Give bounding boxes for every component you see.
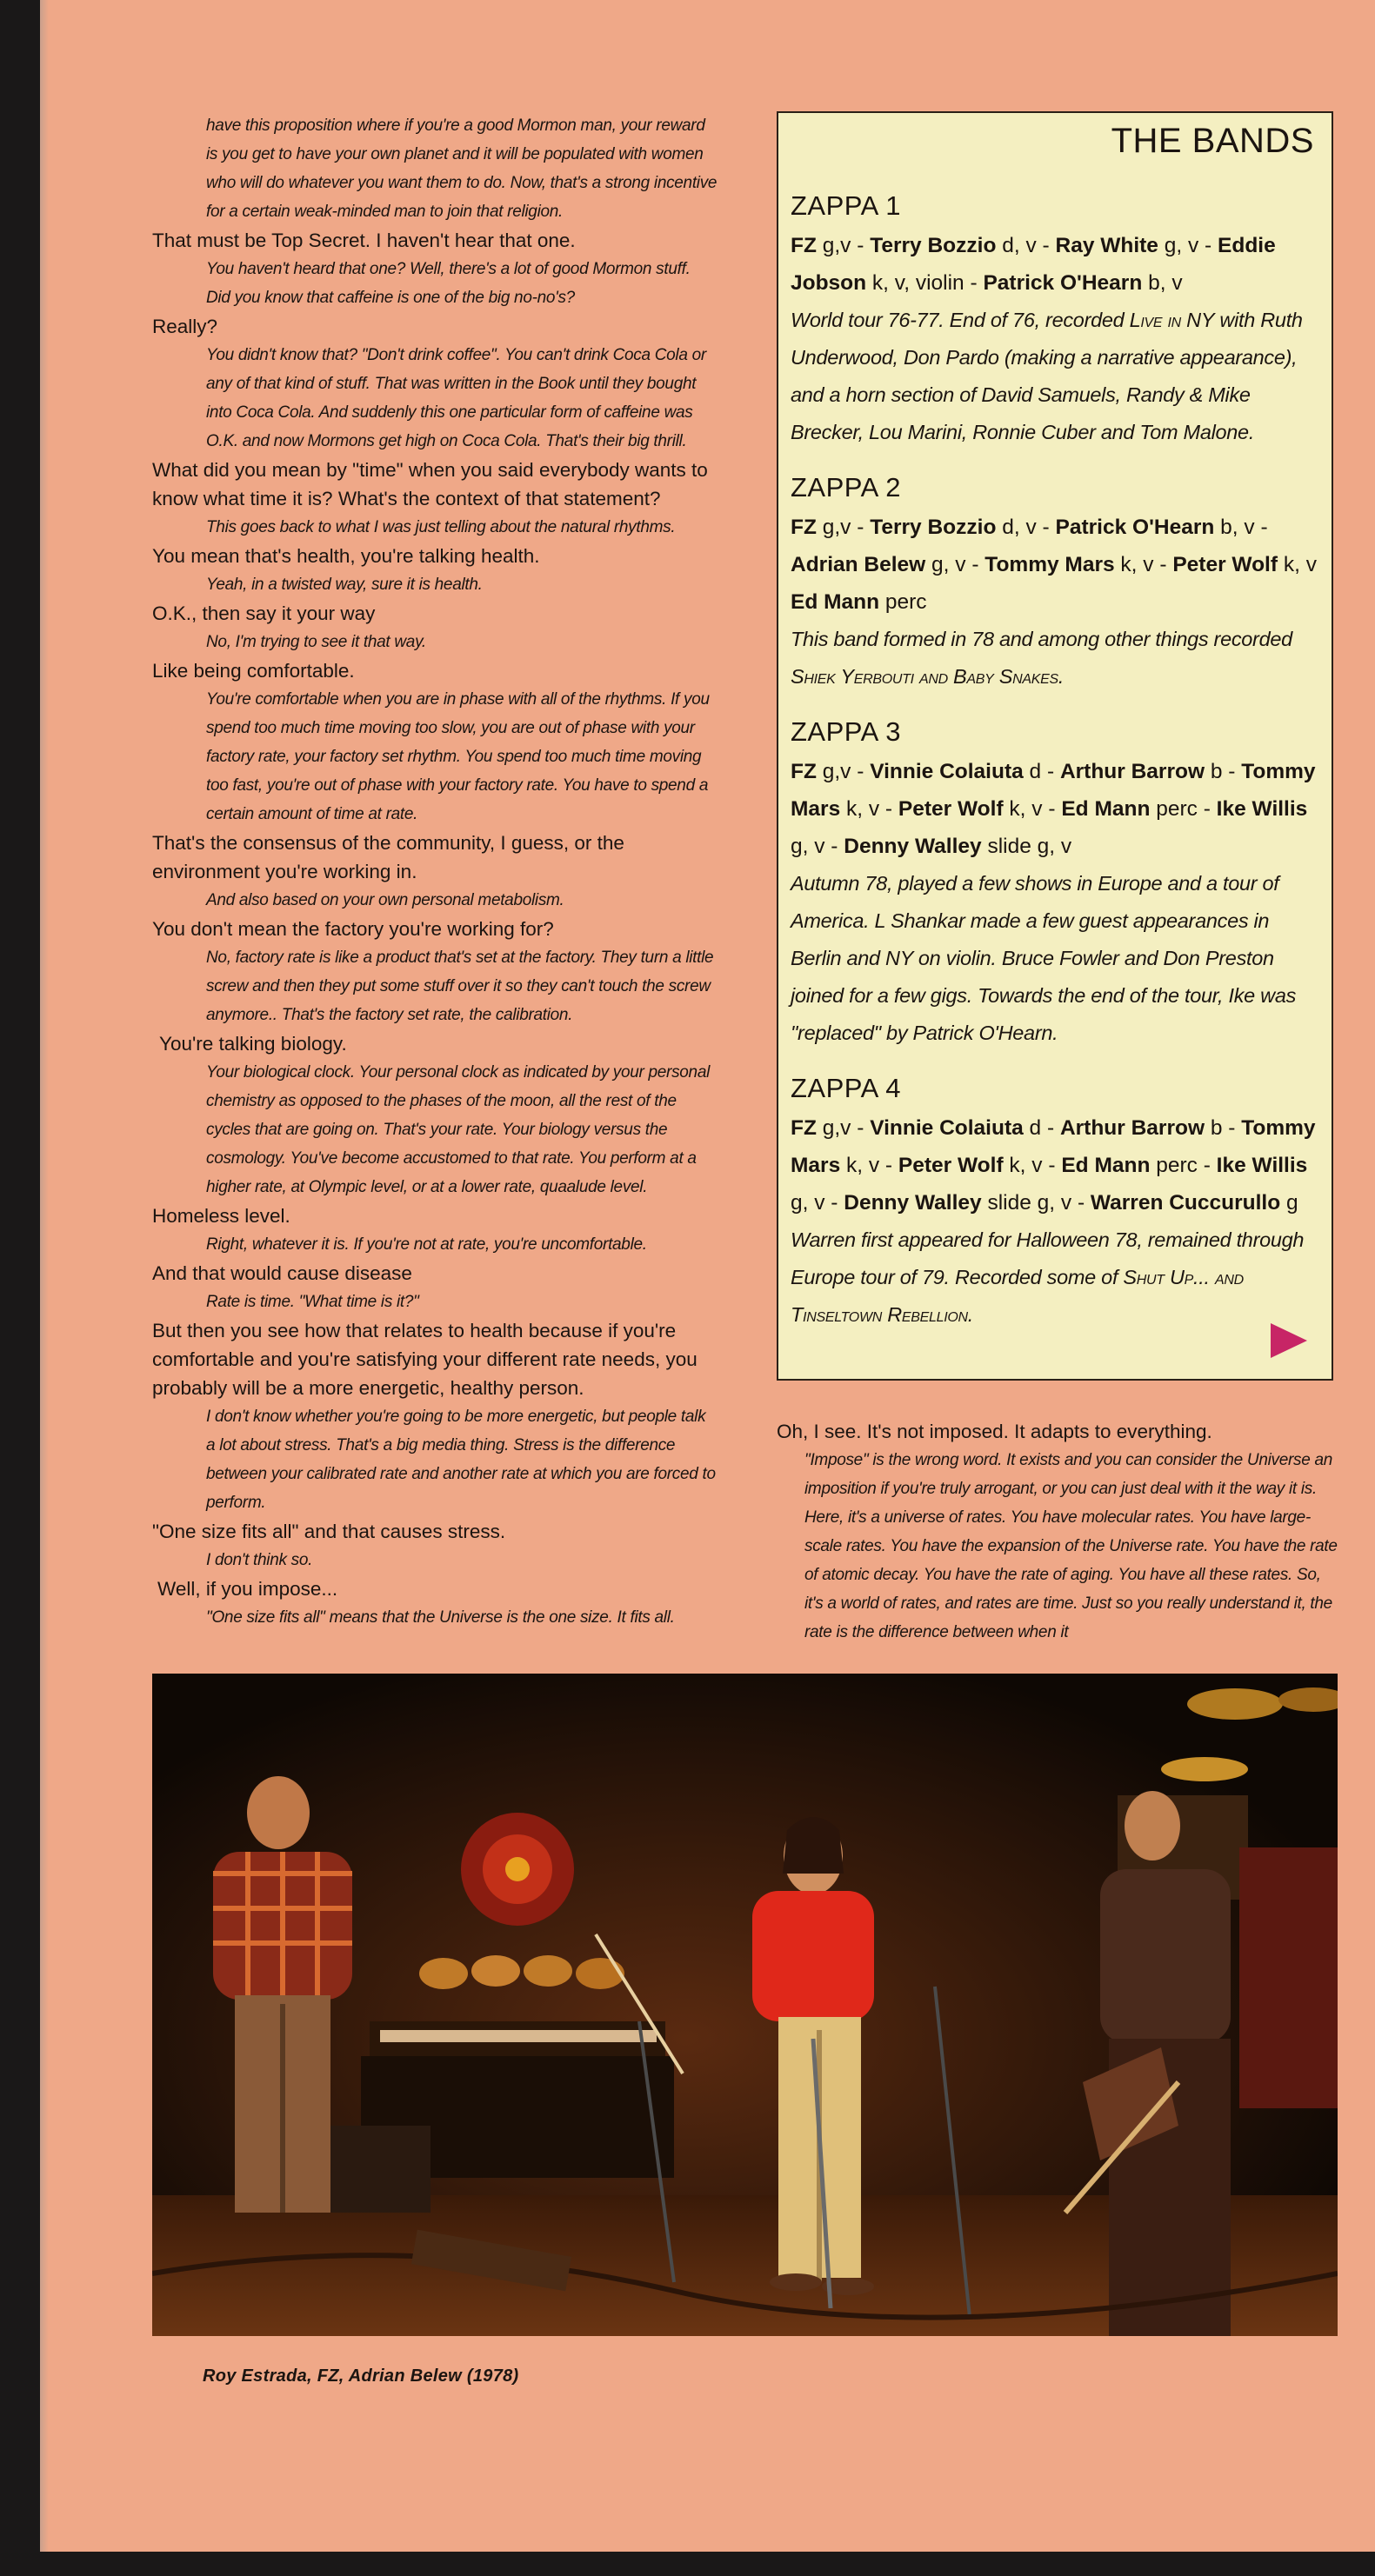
- page-edge: [40, 0, 49, 2576]
- band-entry: [791, 472, 1321, 696]
- member-name: Denny Walley: [844, 835, 982, 858]
- member-name: Warren Cuccurullo: [1090, 1191, 1281, 1215]
- page-bottom-edge: [0, 2552, 1375, 2576]
- band-description: [791, 865, 1321, 1052]
- interview-question: That's the consensus of the community, I guess, or the environment you're working in.: [152, 832, 624, 882]
- band-description: [791, 1221, 1321, 1334]
- interview-question: You mean that's health, you're talking health.: [152, 545, 540, 567]
- interview-answer: No, I'm trying to see it that way.: [206, 633, 426, 651]
- interview-answer: Your biological clock. Your personal clock as indicated by your personal chemistry as opposed to the phases of the moon, all the rest of the cycles that are going on. That's your rate. Your biology versus the cosmology. You've become accustomed to that rate. You perform at a higher rate, at Olympic level, or at a lower rate, quaalude level.: [206, 1063, 711, 1196]
- member-name: Terry Bozzio: [870, 516, 997, 539]
- band-description-text: World tour 76-77. End of 76, recorded: [791, 309, 1130, 331]
- interview-answer: You haven't heard that one? Well, there's a lot of good Mormon stuff. Did you know that caffeine is one of the big no-no's?: [206, 260, 691, 307]
- member-role: g,v -: [816, 1116, 871, 1140]
- interview-question: That must be Top Secret. I haven't hear that one.: [152, 230, 576, 251]
- interview-question: "One size fits all" and that causes stress.: [152, 1521, 506, 1542]
- band-entry: [791, 716, 1321, 1052]
- member-role: slide g, v: [981, 835, 1072, 858]
- interview-question: Like being comfortable.: [152, 660, 355, 682]
- member-role: k, v -: [1003, 1154, 1062, 1177]
- member-role: g,v -: [816, 234, 871, 257]
- band-lineup: [791, 509, 1321, 621]
- bands-title: THE BANDS: [1111, 122, 1314, 160]
- next-arrow-icon[interactable]: [1271, 1323, 1307, 1358]
- band-album-title: Shiek Yerbouti and Baby Snakes.: [791, 665, 1065, 688]
- member-role: k, v -: [1003, 797, 1062, 821]
- interview-question: Well, if you impose...: [157, 1578, 338, 1600]
- member-role: d, v -: [996, 516, 1056, 539]
- member-name: Tommy Mars: [791, 1116, 1316, 1177]
- photo-caption: Roy Estrada, FZ, Adrian Belew (1978): [203, 2366, 519, 2386]
- member-name: Patrick O'Hearn: [1055, 516, 1215, 539]
- interview-question: But then you see how that relates to health because if you're comfortable and you're satisfying your different rate needs, you probably will be a more energetic, healthy person.: [152, 1320, 698, 1399]
- member-name: Peter Wolf: [898, 1154, 1004, 1177]
- band-description: [791, 621, 1321, 696]
- member-name: Tommy Mars: [985, 553, 1115, 576]
- band-lineup: [791, 753, 1321, 865]
- interview-answer: "Impose" is the wrong word. It exists and you can consider the Universe an imposition if you're truly arrogant, or you can just deal with it the way it is. Here, it's a universe of rates. You have molecular rates. You have large-scale rates. You have the expansion of the Universe rate. You have the rate of atomic decay. You have the rate of aging. You have all these rates. So, it's a world of rates, and rates are time. Just so you really understand it, the rate is the difference between when it: [804, 1451, 1338, 1641]
- member-role: k, v -: [840, 1154, 898, 1177]
- member-role: g, v -: [925, 553, 985, 576]
- member-name: Patrick O'Hearn: [983, 271, 1143, 295]
- interview-answer: And also based on your own personal metabolism.: [206, 891, 564, 909]
- interview-answer: Rate is time. "What time is it?": [206, 1293, 419, 1311]
- member-role: g: [1280, 1191, 1298, 1215]
- interview-question: Homeless level.: [152, 1205, 290, 1227]
- member-name: Tommy Mars: [791, 760, 1316, 821]
- interview-question: You don't mean the factory you're working for?: [152, 918, 554, 940]
- member-role: b, v -: [1214, 516, 1268, 539]
- member-role: perc -: [1150, 1154, 1217, 1177]
- member-name: FZ: [791, 760, 817, 783]
- member-role: d, v -: [996, 234, 1056, 257]
- interview-question: You're talking biology.: [159, 1033, 347, 1055]
- member-name: Ed Mann: [1061, 797, 1151, 821]
- member-role: d -: [1023, 760, 1060, 783]
- interview-answer: I don't know whether you're going to be more energetic, but people talk a lot about stress. That's a big media thing. Stress is the difference between your calibrated rate and another rate at which you are forced to perform.: [206, 1408, 716, 1512]
- band-album-title: Shut Up... and Tinseltown Rebellion.: [791, 1266, 1244, 1326]
- band-description: [791, 302, 1321, 451]
- concert-photo: [152, 1674, 1338, 2336]
- interview-question: Oh, I see. It's not imposed. It adapts to everything.: [777, 1421, 1212, 1442]
- member-name: Eddie Jobson: [791, 234, 1276, 295]
- member-role: g,v -: [816, 760, 871, 783]
- interview-question: O.K., then say it your way: [152, 602, 376, 624]
- member-role: b, v: [1142, 271, 1183, 295]
- band-description-text: with Ruth Underwood, Don Pardo (making a narrative appearance), and a horn section of David Samuels, Randy & Mike Brecker, Lou Marini, Ronnie Cuber and Tom Malone.: [791, 309, 1303, 443]
- member-name: Peter Wolf: [1172, 553, 1278, 576]
- interview-answer: have this proposition where if you're a good Mormon man, your reward is you get to have your own planet and it will be populated with women who will do whatever you want them to do. Now, that's a strong incentive for a certain weak-minded man to join that religion.: [206, 116, 718, 221]
- member-role: perc: [879, 590, 927, 614]
- member-role: b -: [1205, 760, 1242, 783]
- member-role: k, v: [1278, 553, 1317, 576]
- interview-answer: Yeah, in a twisted way, sure it is health.: [206, 576, 483, 594]
- member-name: Arthur Barrow: [1059, 1116, 1205, 1140]
- band-description-text: This band formed in 78 and among other things recorded: [791, 628, 1292, 650]
- band-lineup: [791, 227, 1321, 302]
- band-name: ZAPPA 1: [791, 190, 901, 221]
- member-role: slide g, v -: [981, 1191, 1091, 1215]
- interview-right-column: [777, 1417, 1339, 1647]
- interview-question: What did you mean by "time" when you said everybody wants to know what time it is? What's the context of that statement?: [152, 459, 708, 509]
- interview-answer: "One size fits all" means that the Universe is the one size. It fits all.: [206, 1608, 675, 1627]
- member-name: Ike Willis: [1216, 1154, 1308, 1177]
- member-role: g, v -: [791, 835, 844, 858]
- interview-answer: I don't think so.: [206, 1551, 313, 1569]
- interview-answer: No, factory rate is like a product that's set at the factory. They turn a little screw and then they put some stuff over it so they can't touch the screw anymore.. That's the factory set rate, the calibration.: [206, 949, 714, 1024]
- band-description-text: Autumn 78, played a few shows in Europe and a tour of America. L Shankar made a few guest appearances in Berlin and NY on violin. Bruce Fowler and Don Preston joined for a few gigs. Towards the end of the tour, Ike was "replaced" by Patrick O'Hearn.: [791, 872, 1297, 1044]
- interview-answer: You didn't know that? "Don't drink coffee". You can't drink Coca Cola or any of that kind of stuff. That was written in the Book until they bought into Coca Cola. And suddenly this one particular form of caffeine was O.K. and now Mormons get high on Coca Cola. That's their big thrill.: [206, 346, 706, 450]
- band-description-text: Warren first appeared for Halloween 78, remained through Europe tour of 79. Recorded some of: [791, 1228, 1305, 1288]
- member-role: perc -: [1150, 797, 1217, 821]
- member-role: k, v, violin -: [866, 271, 984, 295]
- band-lineup: [791, 1109, 1321, 1221]
- interview-left-column: [152, 111, 718, 1632]
- member-role: k, v -: [840, 797, 898, 821]
- member-name: Terry Bozzio: [870, 234, 997, 257]
- member-name: Ike Willis: [1216, 797, 1308, 821]
- band-entry: [791, 1073, 1321, 1334]
- band-entry: [791, 190, 1321, 451]
- member-name: FZ: [791, 516, 817, 539]
- member-role: g, v -: [791, 1191, 844, 1215]
- member-name: Arthur Barrow: [1059, 760, 1205, 783]
- page-spine: [0, 0, 40, 2576]
- member-name: Denny Walley: [844, 1191, 982, 1215]
- member-name: Adrian Belew: [791, 553, 926, 576]
- member-role: k, v -: [1114, 553, 1173, 576]
- member-role: b -: [1205, 1116, 1242, 1140]
- member-role: g,v -: [816, 516, 871, 539]
- member-name: Vinnie Colaiuta: [870, 760, 1024, 783]
- member-name: Ed Mann: [791, 590, 880, 614]
- band-name: ZAPPA 2: [791, 472, 901, 503]
- member-name: Peter Wolf: [898, 797, 1004, 821]
- member-name: Ed Mann: [1061, 1154, 1151, 1177]
- member-role: d -: [1023, 1116, 1060, 1140]
- interview-question: And that would cause disease: [152, 1262, 412, 1284]
- band-album-title: Live in NY: [1129, 309, 1215, 331]
- member-name: FZ: [791, 234, 817, 257]
- interview-question: Really?: [152, 316, 218, 337]
- band-name: ZAPPA 3: [791, 716, 901, 747]
- interview-answer: Right, whatever it is. If you're not at rate, you're uncomfortable.: [206, 1235, 647, 1254]
- concert-photo-illustration: [152, 1674, 1338, 2336]
- member-name: FZ: [791, 1116, 817, 1140]
- member-name: Ray White: [1055, 234, 1158, 257]
- bands-list: [791, 190, 1321, 1334]
- member-name: Vinnie Colaiuta: [870, 1116, 1024, 1140]
- interview-answer: You're comfortable when you are in phase with all of the rhythms. If you spend too much time moving too slow, you are out of phase with your factory rate, your factory set rhythm. You spend too much time moving too fast, you're out of phase with your factory rate. You have to spend a certain amount of time at rate.: [206, 690, 710, 823]
- bands-box: [777, 111, 1333, 1381]
- interview-answer: This goes back to what I was just telling about the natural rhythms.: [206, 518, 676, 536]
- band-name: ZAPPA 4: [791, 1073, 901, 1103]
- member-role: g, v -: [1158, 234, 1218, 257]
